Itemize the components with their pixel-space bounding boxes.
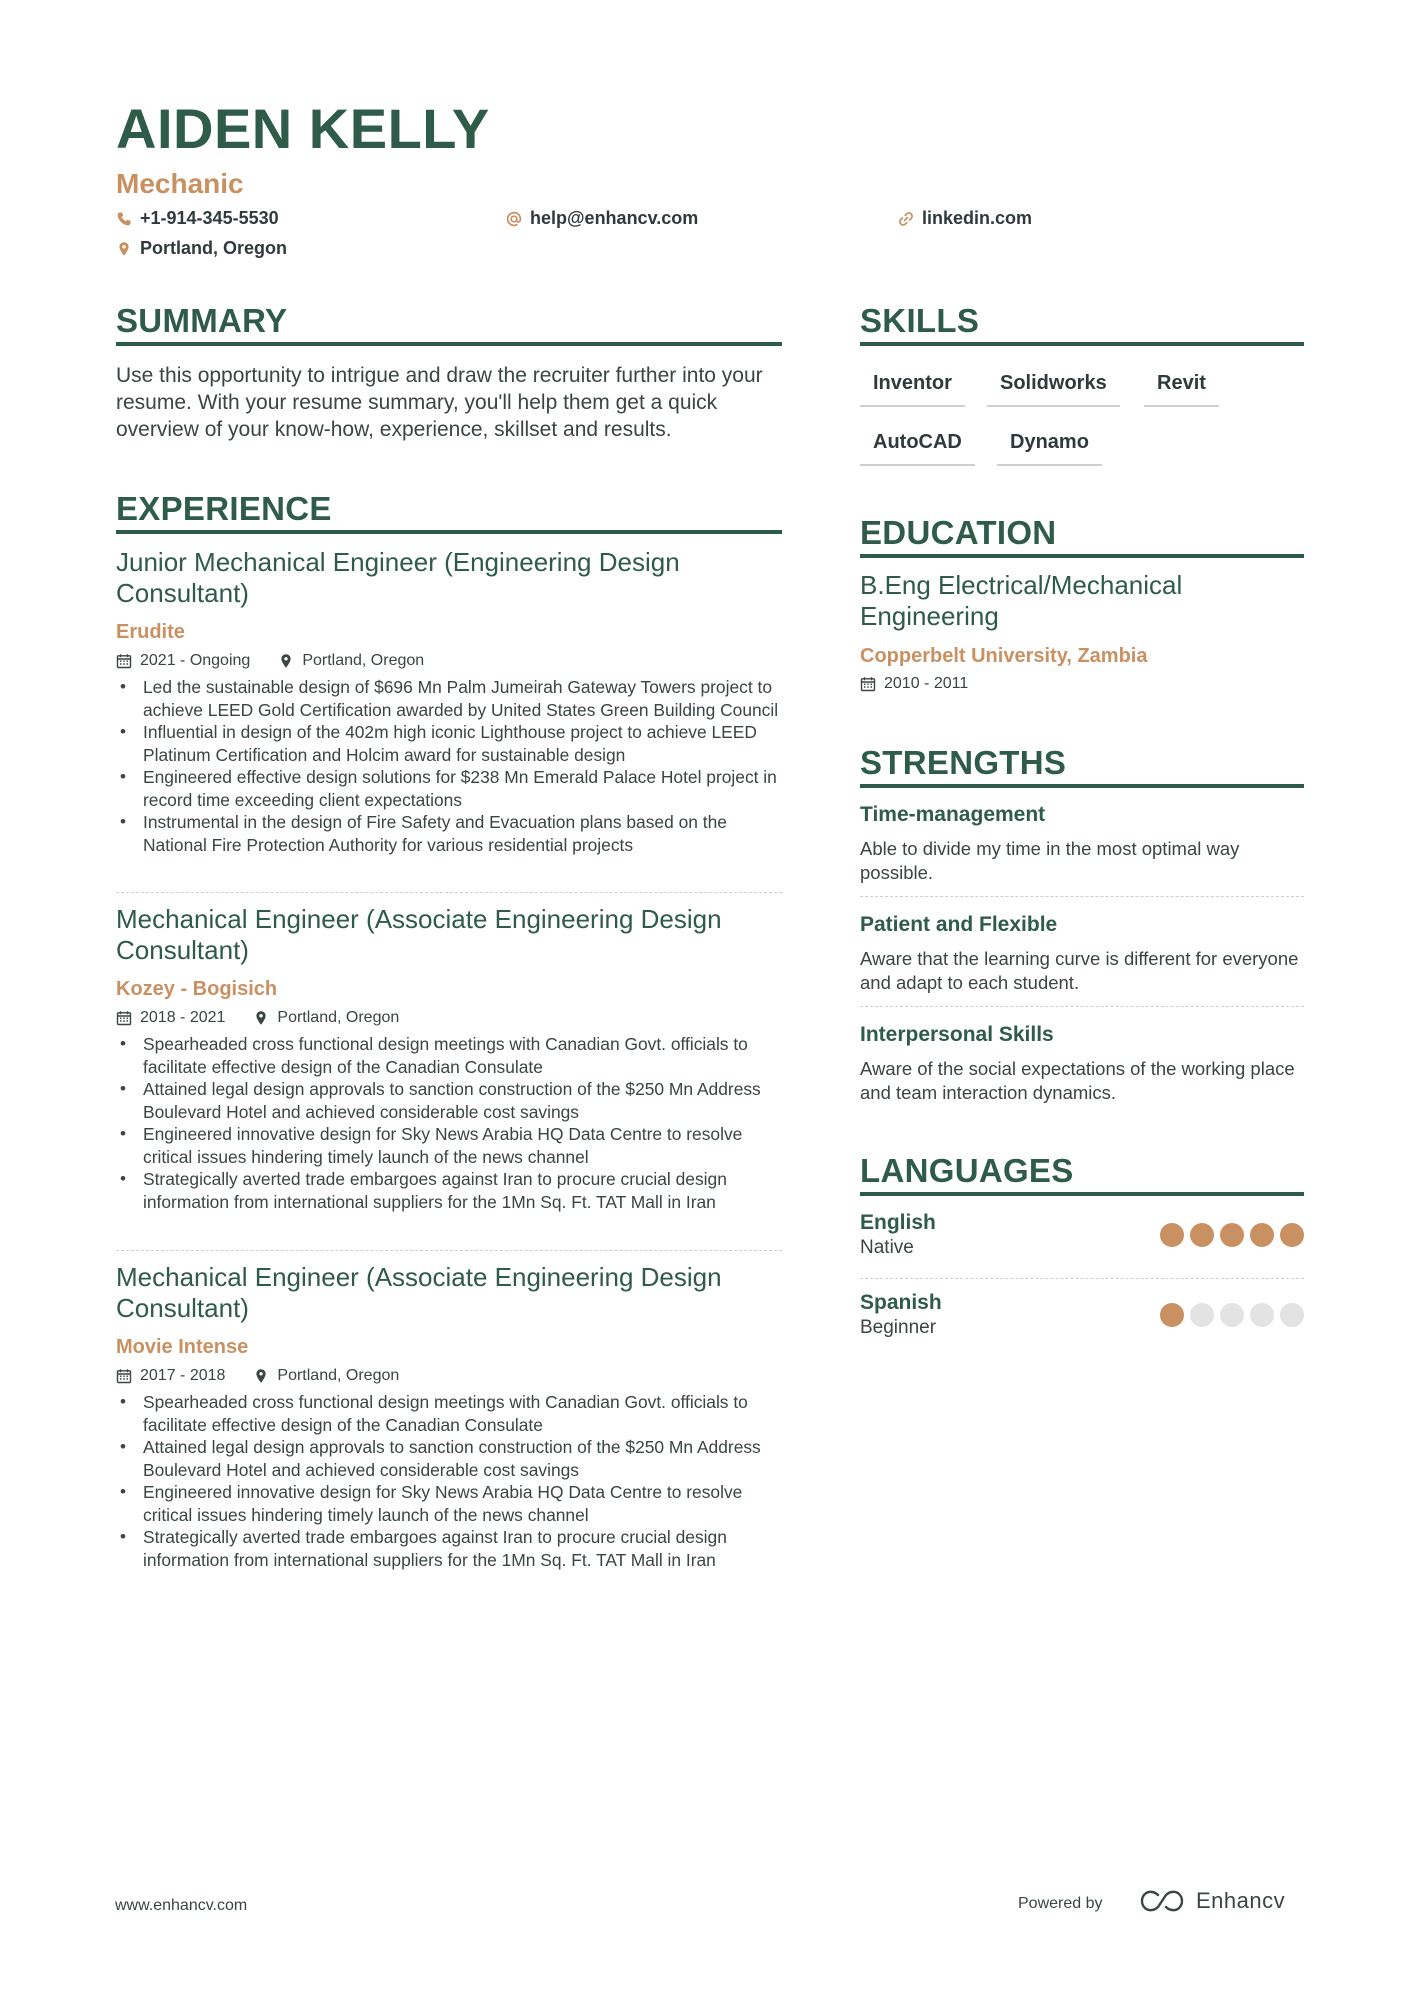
- job-location: [278, 652, 424, 670]
- calendar-icon: [860, 676, 876, 692]
- strength-item: [860, 1023, 1305, 1105]
- contact-email[interactable]: [506, 208, 698, 229]
- job-title: Junior Mechanical Engineer (Engineering Design Consultant): [116, 547, 680, 608]
- contact-link[interactable]: [898, 208, 1032, 229]
- skill-tag: Dynamo: [997, 431, 1102, 466]
- language-item: [860, 1211, 1304, 1259]
- job-meta: [116, 652, 786, 670]
- job-bullet: • Attained legal design approvals to sanction construction of the $250 Mn Address Boulevard Hotel and achieved considerable cost savings: [116, 1078, 786, 1123]
- rating-dot-filled: [1250, 1223, 1274, 1247]
- map-pin-icon: [116, 241, 132, 257]
- strength-item: [860, 803, 1305, 885]
- language-name: English: [860, 1211, 936, 1234]
- skill-tag: Revit: [1144, 372, 1219, 407]
- language-divider: [860, 1278, 1304, 1279]
- job-bullets: [116, 1391, 786, 1571]
- strengths-rule: [860, 784, 1304, 788]
- map-pin-icon: [253, 1368, 269, 1384]
- job-title: Mechanical Engineer (Associate Engineering Design Consultant): [116, 1262, 722, 1323]
- at-sign-icon: [506, 211, 522, 227]
- job-bullet: • Engineered effective design solutions for $238 Mn Emerald Palace Hotel project in record time exceeding client expectations: [116, 766, 786, 811]
- job-dates-text: 2021 - Ongoing: [140, 652, 251, 669]
- job-divider: [116, 1250, 782, 1251]
- job-bullet: • Strategically averted trade embargoes against Iran to procure crucial design information from international suppliers for the 1Mn Sq. Ft. TAT Mall in Iran: [116, 1526, 786, 1571]
- job-bullet: • Led the sustainable design of $696 Mn Palm Jumeirah Gateway Towers project to achieve LEED Gold Certification awarded by United States Green Building Council: [116, 676, 786, 721]
- calendar-icon: [116, 1368, 132, 1384]
- job-dates: [116, 652, 250, 670]
- rating-dot-empty: [1190, 1303, 1214, 1327]
- link-text: linkedin.com: [922, 208, 1033, 228]
- strength-desc: Aware that the learning curve is different for everyone and adapt to each student.: [860, 948, 1299, 993]
- job-location-text: Portland, Oregon: [277, 1009, 400, 1026]
- job-dates: [116, 1009, 225, 1027]
- job-company: Erudite: [116, 621, 185, 643]
- language-name: Spanish: [860, 1291, 942, 1314]
- skills-heading: SKILLS: [860, 302, 980, 339]
- experience-item: [116, 1262, 786, 1571]
- contact-phone: [116, 208, 279, 229]
- education-heading: EDUCATION: [860, 514, 1057, 551]
- strength-title: Time-management: [860, 803, 1046, 826]
- rating-dot-filled: [1220, 1223, 1244, 1247]
- job-divider: [116, 892, 782, 893]
- job-bullet: • Influential in design of the 402m high iconic Lighthouse project to achieve LEED Platinum Certification and Holcim award for sustainable design: [116, 721, 786, 766]
- job-bullet: • Strategically averted trade embargoes against Iran to procure crucial design information from international suppliers for the 1Mn Sq. Ft. TAT Mall in Iran: [116, 1168, 786, 1213]
- job-bullet: • Engineered innovative design for Sky News Arabia HQ Data Centre to resolve critical issues hindering timely launch of the news channel: [116, 1123, 786, 1168]
- language-item: [860, 1291, 1304, 1339]
- experience-item: [116, 547, 786, 856]
- skill-tag: AutoCAD: [860, 431, 975, 466]
- rating-dot-empty: [1250, 1303, 1274, 1327]
- footer-url[interactable]: www.enhancv.com: [115, 1897, 248, 1914]
- job-location: [253, 1009, 399, 1027]
- job-bullets: [116, 1033, 786, 1213]
- strengths-heading: STRENGTHS: [860, 744, 1067, 781]
- enhancv-logo-icon: [1138, 1888, 1186, 1914]
- candidate-name: AIDEN KELLY: [116, 97, 490, 160]
- candidate-role: Mechanic: [116, 168, 244, 199]
- job-meta: [116, 1009, 786, 1027]
- education-rule: [860, 554, 1304, 558]
- email-text: help@enhancv.com: [530, 208, 699, 228]
- summary-rule: [116, 342, 782, 346]
- job-location-text: Portland, Oregon: [277, 1367, 400, 1384]
- map-pin-icon: [253, 1010, 269, 1026]
- education-dates: [860, 675, 968, 693]
- languages-heading: LANGUAGES: [860, 1152, 1074, 1189]
- phone-text: +1-914-345-5530: [140, 208, 279, 228]
- calendar-icon: [116, 1010, 132, 1026]
- job-bullet: • Instrumental in the design of Fire Safety and Evacuation plans based on the National Fire Protection Authority for various residential projects: [116, 811, 786, 856]
- rating-dot-empty: [1280, 1303, 1304, 1327]
- footer-brand[interactable]: [1138, 1888, 1285, 1914]
- phone-icon: [116, 211, 132, 227]
- education-degree: B.Eng Electrical/Mechanical Engineering: [860, 570, 1183, 631]
- rating-dot-filled: [1280, 1223, 1304, 1247]
- calendar-icon: [116, 653, 132, 669]
- education-school: Copperbelt University, Zambia: [860, 645, 1148, 667]
- strength-desc: Able to divide my time in the most optimal way possible.: [860, 838, 1240, 883]
- language-level: Beginner: [860, 1317, 937, 1338]
- languages-rule: [860, 1192, 1304, 1196]
- job-location: [253, 1367, 399, 1385]
- job-bullets: [116, 676, 786, 856]
- rating-dot-filled: [1190, 1223, 1214, 1247]
- experience-rule: [116, 530, 782, 534]
- strength-divider: [860, 896, 1304, 897]
- strength-title: Interpersonal Skills: [860, 1023, 1054, 1046]
- rating-dot-filled: [1160, 1303, 1184, 1327]
- language-level: Native: [860, 1237, 914, 1258]
- job-bullet: • Attained legal design approvals to sanction construction of the $250 Mn Address Boulevard Hotel and achieved considerable cost savings: [116, 1436, 786, 1481]
- job-title: Mechanical Engineer (Associate Engineering Design Consultant): [116, 904, 722, 965]
- job-company: Movie Intense: [116, 1336, 249, 1358]
- skill-tag: Inventor: [860, 372, 965, 407]
- skills-rule: [860, 342, 1304, 346]
- contact-location: [116, 238, 287, 259]
- job-meta: [116, 1367, 786, 1385]
- job-bullet: • Spearheaded cross functional design meetings with Canadian Govt. officials to facilitate effective design of the Canadian Consulate: [116, 1391, 786, 1436]
- rating-dot-filled: [1160, 1223, 1184, 1247]
- job-dates-text: 2017 - 2018: [140, 1367, 226, 1384]
- language-rating: [1154, 1303, 1304, 1327]
- education-dates-text: 2010 - 2011: [884, 675, 969, 692]
- rating-dot-empty: [1220, 1303, 1244, 1327]
- language-rating: [1154, 1223, 1304, 1247]
- summary-text: Use this opportunity to intrigue and draw the recruiter further into your resume. With your resume summary, you'll help them get a quick overview of your know-how, experience, skillset and results.: [116, 364, 763, 441]
- experience-heading: EXPERIENCE: [116, 490, 332, 527]
- location-text: Portland, Oregon: [140, 238, 288, 258]
- strength-item: [860, 913, 1305, 995]
- job-bullet: • Engineered innovative design for Sky News Arabia HQ Data Centre to resolve critical issues hindering timely launch of the news channel: [116, 1481, 786, 1526]
- strength-desc: Aware of the social expectations of the working place and team interaction dynamics.: [860, 1058, 1295, 1103]
- job-bullet: • Spearheaded cross functional design meetings with Canadian Govt. officials to facilitate effective design of the Canadian Consulate: [116, 1033, 786, 1078]
- map-pin-icon: [278, 653, 294, 669]
- strength-divider: [860, 1006, 1304, 1007]
- job-dates-text: 2018 - 2021: [140, 1009, 226, 1026]
- skill-tag: Solidworks: [987, 372, 1120, 407]
- job-company: Kozey - Bogisich: [116, 978, 278, 1000]
- strength-title: Patient and Flexible: [860, 913, 1058, 936]
- summary-heading: SUMMARY: [116, 302, 288, 339]
- job-dates: [116, 1367, 225, 1385]
- job-location-text: Portland, Oregon: [302, 652, 425, 669]
- link-icon: [898, 211, 914, 227]
- footer-brand-name: Enhancv: [1196, 1888, 1286, 1913]
- footer-powered-by: Powered by: [1018, 1895, 1103, 1912]
- experience-item: [116, 904, 786, 1213]
